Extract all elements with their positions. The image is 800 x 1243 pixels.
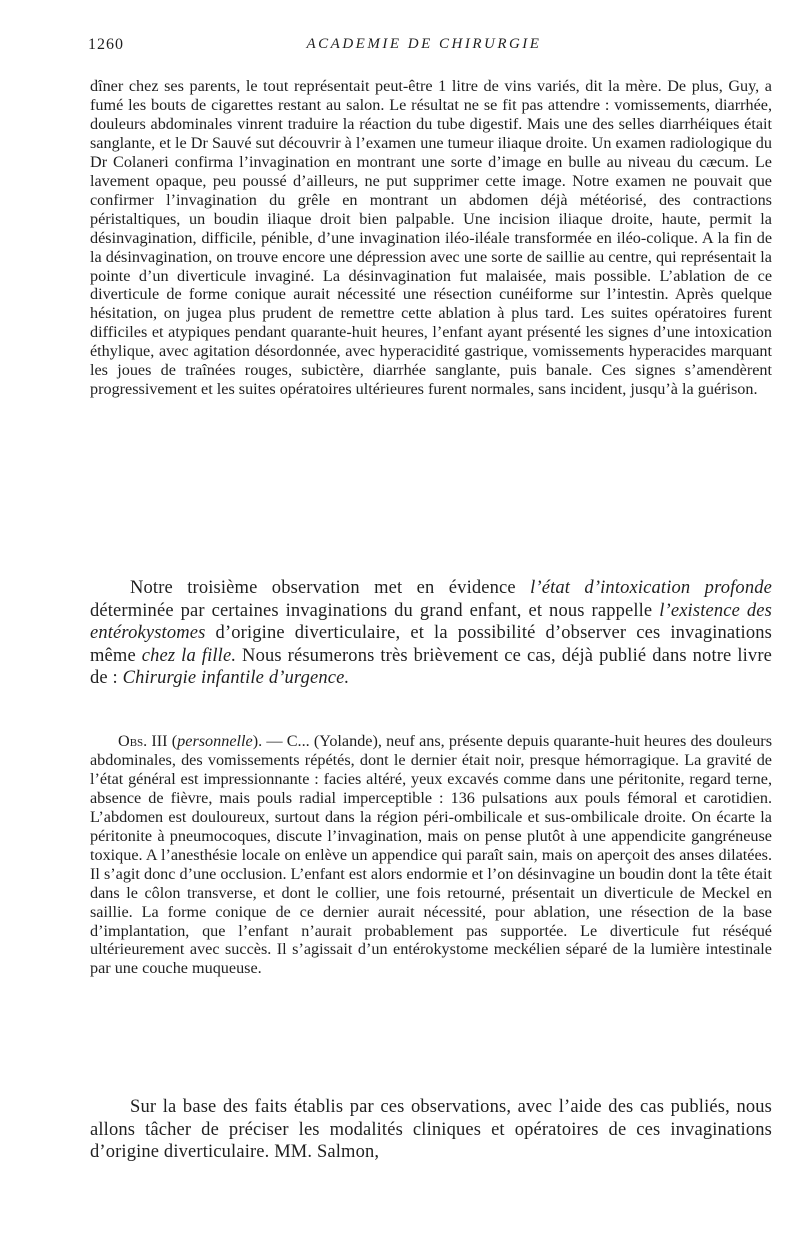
observation-label: Obs. III — [118, 732, 168, 750]
page-number: 1260 — [88, 36, 124, 53]
paragraph-conclusion: Sur la base des faits établis par ces observations, avec l’aide des cas publiés, nous allons tâcher de préciser les modalités cliniques et opératoires de ces invaginations d’origine diverticulaire. MM. Salmon, — [90, 1097, 772, 1162]
page-header — [88, 36, 760, 62]
paragraph-case-narrative: dîner chez ses parents, le tout représentait peut-être 1 litre de vins variés, dit la mère. De plus, Guy, a fumé les bouts de cigarettes restant au salon. Le résultat ne se fit pas attendre : vomissements, diarrhée, douleurs abdominales vinrent traduire la réaction du tube digestif. Mais une des selles diarrhéiques était sanglante, et le Dr Sauvé sut découvrir à l’examen une tumeur iliaque droite. Un examen radiologique du Dr Colaneri confirma l’invagination en montrant une sorte d’image en bulle au niveau du cæcum. Le lavement opaque, peu poussé d’ailleurs, ne put supprimer cette image. Notre examen ne pouvait que confirmer l’invagination du grêle en montrant un abdomen déjà météorisé, des contractions péristaltiques, un boudin iliaque droit bien palpable. Une incision iliaque droite, haute, permit la désinvagination, difficile, pénible, d’une invagination iléo-iléale transformée en iléo-colique. A la fin de la désinvagination, on trouve encore une dépression avec une sorte de saillie au centre, qui représentait la pointe d’un diverticule invaginé. La désinvagination fut malaisée, mais possible. L’ablation de ce diverticule de forme conique aurait nécessité une résection cunéiforme sur l’intestin. Après quelque hésitation, on jugea plus prudent de remettre cette ablation à plus tard. Les suites opératoires furent difficiles et atypiques pendant quarante-huit heures, l’enfant ayant présenté les signes d’une intoxication éthylique, avec agitation désordonnée, avec hyperacidité gastrique, vomissements hyperacides marquant les joues de traînées rouges, subictère, diarrhée sanglante, puis banale. Ces signes s’amendèrent progressivement et les suites opératoires ultérieures furent normales, sans incident, jusqu’à la guérison. — [90, 77, 772, 399]
paragraph-third-observation-intro: Notre troisième observation met en évidence l’état d’intoxication profonde déterminée par certaines invaginations du grand enfant, et nous rappelle l’existence des entérokystomes d’origine diverticulaire, et la possibilité d’observer ces invaginations même chez la fille. Nous résumerons très brièvement ce cas, déjà publié dans notre livre de : Chirurgie infantile d’urgence. — [90, 578, 773, 688]
paragraph-observation-3: Obs. III (personnelle). — C... (Yolande), neuf ans, présente depuis quarante-huit heures des douleurs abdominales, des vomissements répétés, dont le dernier était noir, presque hémorragique. La gravité de l’état général est impressionnante : facies altéré, yeux excavés comme dans une péritonite, regard terne, absence de fièvre, mais pouls radial imperceptible : 136 pulsations aux pouls fémoral et carotidien. L’abdomen est douloureux, surtout dans la région péri-ombilicale et sus-ombilicale droite. On écarte la péritonite à pneumocoques, discute l’invagination, mais on pense plutôt à une appendicite gangréneuse toxique. A l’anesthésie locale on enlève un appendice qui paraît sain, mais on aperçoit des anses dilatées. Il s’agit donc d’une occlusion. L’enfant est alors endormie et l’on désinvagine un boudin dont la tête était dans le côlon transverse, et dont le collier, une fois retourné, présentait un diverticule de Meckel en saillie. La forme conique de ce dernier aurait nécessité, pour ablation, une résection de la base d’implantation, que l’enfant n’aurait probablement pas supportée. Le diverticule fut réséqué ultérieurement avec succès. Il s’agissait d’un entérokystome meckélien séparé de la lumière intestinale par une couche muqueuse. — [90, 732, 772, 978]
running-title: ACADEMIE DE CHIRURGIE — [306, 36, 542, 52]
